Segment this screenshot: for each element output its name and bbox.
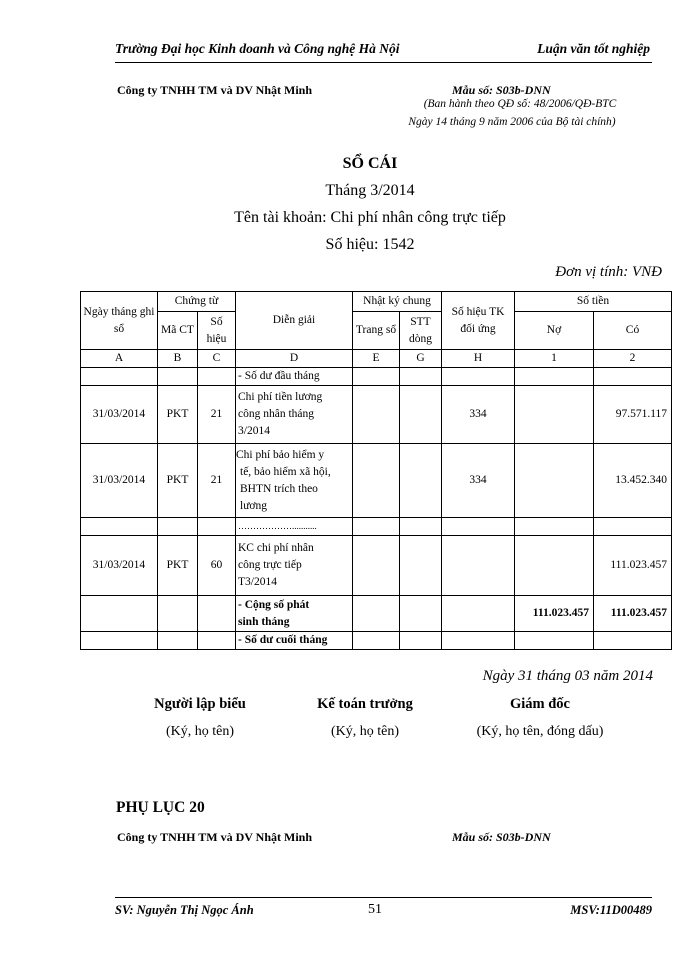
row-credit: 13.452.340	[594, 444, 672, 518]
row-description: Chi phí bảo hiểm y tế, bảo hiểm xã hội, BHTN trích theo lương	[236, 444, 353, 518]
header-credit: Có	[594, 312, 672, 350]
row-voucher-code: PKT	[158, 386, 198, 444]
row-description: KC chi phí nhân công trực tiếp T3/2014	[236, 536, 353, 596]
appendix-form-code: Mẫu số: S03b-DNN	[452, 830, 551, 844]
col-code: G	[400, 350, 442, 368]
row-credit: 97.571.117	[594, 386, 672, 444]
row-debit	[515, 386, 594, 444]
header-journal-page: Trang sổ	[353, 312, 400, 350]
row-description: Chi phí tiền lương công nhân tháng 3/2014	[236, 386, 353, 444]
table-row	[81, 386, 672, 444]
signature-role-preparer: Người lập biểu	[154, 696, 246, 712]
ellipsis-text: ………………...........	[236, 518, 353, 536]
row-voucher-code: PKT	[158, 536, 198, 596]
col-code: B	[158, 350, 198, 368]
header-contra-account: Số hiệu TK đối ứng	[442, 292, 515, 350]
header-voucher-code: Mã CT	[158, 312, 198, 350]
opening-balance-label: - Số dư đầu tháng	[236, 368, 353, 386]
col-code: 1	[515, 350, 594, 368]
footer-student: SV: Nguyễn Thị Ngọc Ánh	[115, 903, 254, 917]
ellipsis-row	[81, 518, 672, 536]
ledger-title: SỔ CÁI	[342, 155, 398, 172]
col-code: A	[81, 350, 158, 368]
header-description: Diễn giải	[236, 292, 353, 350]
header-journal: Nhật ký chung	[353, 292, 442, 312]
row-voucher-number: 21	[198, 444, 236, 518]
total-row	[81, 596, 672, 632]
row-contra-account: 334	[442, 386, 515, 444]
signature-role-director: Giám đốc	[509, 696, 570, 712]
row-date: 31/03/2014	[81, 536, 158, 596]
col-code: H	[442, 350, 515, 368]
footer-rule	[115, 897, 652, 898]
closing-balance-row	[81, 632, 672, 650]
ledger-month: Tháng 3/2014	[325, 182, 415, 199]
col-code: D	[236, 350, 353, 368]
appendix-title: PHỤ LỤC 20	[116, 799, 205, 816]
account-number: Số hiệu: 1542	[325, 236, 415, 253]
appendix-company: Công ty TNHH TM và DV Nhật Minh	[117, 830, 313, 844]
signature-note-chief-accountant: (Ký, họ tên)	[330, 724, 400, 739]
header-voucher-number: Số hiệu	[198, 312, 236, 350]
header-journal-line: STT dòng	[400, 312, 442, 350]
col-code: C	[198, 350, 236, 368]
closing-balance-label: - Số dư cuối tháng	[236, 632, 353, 650]
signature-note-preparer: (Ký, họ tên)	[165, 724, 235, 739]
ledger-table	[80, 291, 672, 650]
row-date: 31/03/2014	[81, 386, 158, 444]
row-contra-account: 334	[442, 444, 515, 518]
currency-unit: Đơn vị tính: VNĐ	[555, 264, 662, 280]
page-number: 51	[368, 902, 382, 917]
row-date: 31/03/2014	[81, 444, 158, 518]
row-voucher-number: 60	[198, 536, 236, 596]
footer-student-id: MSV:11D00489	[570, 903, 652, 917]
row-voucher-code: PKT	[158, 444, 198, 518]
form-issued-line2: Ngày 14 tháng 9 năm 2006 của Bộ tài chính)	[408, 116, 616, 128]
table-row	[81, 444, 672, 518]
form-issued-line1: (Ban hành theo QĐ số: 48/2006/QĐ-BTC	[423, 98, 617, 110]
row-contra-account	[442, 536, 515, 596]
signature-role-chief-accountant: Kế toán trưởng	[317, 696, 413, 712]
account-name: Tên tài khoản: Chi phí nhân công trực tiếp	[234, 209, 506, 226]
opening-balance-row	[81, 368, 672, 386]
signature-note-director: (Ký, họ tên, đóng dấu)	[476, 724, 604, 739]
col-code: 2	[594, 350, 672, 368]
header-voucher: Chứng từ	[158, 292, 236, 312]
header-date: Ngày tháng ghi sổ	[81, 292, 158, 350]
row-credit: 111.023.457	[594, 536, 672, 596]
total-label: - Cộng số phát sinh tháng	[236, 596, 353, 632]
header-debit: Nợ	[515, 312, 594, 350]
column-code-row	[81, 350, 672, 368]
header-doc-type: Luận văn tốt nghiệp	[537, 41, 650, 56]
signing-date: Ngày 31 tháng 03 năm 2014	[482, 668, 653, 684]
col-code: E	[353, 350, 400, 368]
form-code: Mẫu số: S03b-DNN	[452, 83, 551, 97]
company-name: Công ty TNHH TM và DV Nhật Minh	[117, 83, 313, 97]
row-voucher-number: 21	[198, 386, 236, 444]
total-credit: 111.023.457	[594, 596, 672, 632]
row-debit	[515, 444, 594, 518]
header-school: Trường Đại học Kinh doanh và Công nghệ Hà Nội	[115, 41, 400, 56]
table-row	[81, 536, 672, 596]
header-amount: Số tiền	[515, 292, 672, 312]
header-rule	[115, 62, 652, 63]
total-debit: 111.023.457	[515, 596, 594, 632]
row-debit	[515, 536, 594, 596]
